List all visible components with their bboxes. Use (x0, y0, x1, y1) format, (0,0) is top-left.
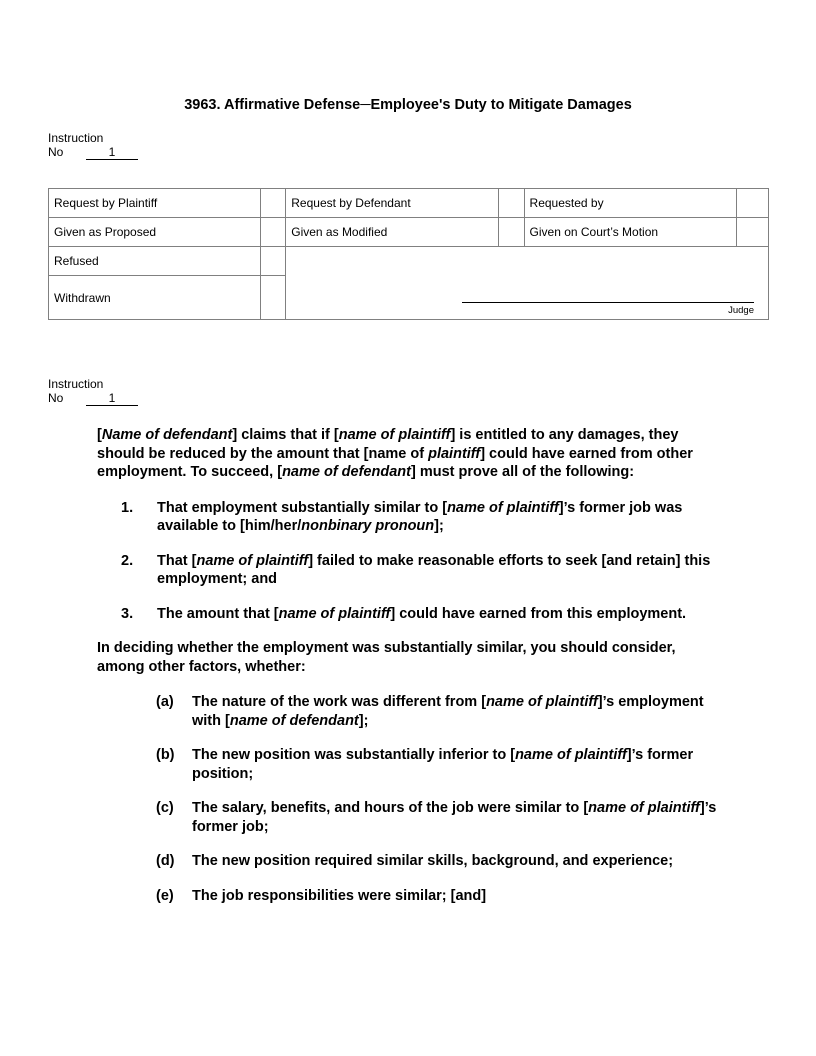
request-by-plaintiff-label: Request by Plaintiff (49, 189, 261, 218)
request-by-plaintiff-checkbox[interactable] (260, 189, 286, 218)
instruction-number: 1 (86, 146, 138, 160)
instruction-label: Instruction (48, 377, 104, 391)
list-item: (b) The new position was substantially inferior to [name of plaintiff]’s former position; (156, 747, 694, 782)
factors-list (156, 693, 717, 905)
request-by-defendant-checkbox[interactable] (498, 189, 524, 218)
requested-by-label: Requested by (524, 189, 737, 218)
judge-signature-line (462, 302, 754, 303)
withdrawn-checkbox[interactable] (260, 276, 286, 320)
list-item: (e) The job responsibilities were similar; [and] (156, 887, 487, 904)
requested-by-checkbox[interactable] (737, 189, 769, 218)
list-item: (d) The new position required similar skills, background, and experience; (156, 853, 674, 869)
given-as-modified-checkbox[interactable] (498, 218, 524, 247)
instruction-label: Instruction (48, 131, 104, 145)
no-label: No (48, 145, 64, 159)
list-item: (c) The salary, benefits, and hours of the job were similar to [name of plaintiff]’s former job; (156, 800, 717, 835)
given-on-courts-motion-label: Given on Court’s Motion (524, 218, 737, 247)
refused-checkbox[interactable] (260, 247, 286, 276)
instruction-number: 1 (86, 392, 138, 406)
instruction-body (97, 426, 717, 921)
list-item: 3. The amount that [name of plaintiff] could have earned from this employment. (121, 605, 687, 622)
instruction-block-bottom (48, 377, 138, 406)
given-as-proposed-checkbox[interactable] (260, 218, 286, 247)
page-title: 3963. Affirmative Defense─Employee's Duty to Mitigate Damages (184, 97, 632, 113)
list-item: (a) The nature of the work was different from [name of plaintiff]’s employment with [name of defendant]; (156, 694, 704, 729)
intro-paragraph: [Name of defendant] claims that if [name of plaintiff] is entitled to any damages, they should be reduced by the amount that [name of plaintiff] could have earned from other employment. To succeed, [name of defendant] must prove all of the following: (97, 427, 693, 480)
list-item: 2. That [name of plaintiff] failed to make reasonable efforts to seek [and retain] this employment; and (121, 552, 711, 587)
given-on-courts-motion-checkbox[interactable] (737, 218, 769, 247)
withdrawn-label: Withdrawn (49, 276, 261, 320)
instruction-block-top (48, 131, 138, 160)
given-as-modified-label: Given as Modified (286, 218, 499, 247)
request-table (48, 188, 769, 320)
list-item: 1. That employment substantially similar to [name of plaintiff]’s former job was available to [him/her/nonbinary pronoun]; (121, 499, 683, 534)
elements-list (121, 499, 717, 624)
no-label: No (48, 391, 64, 405)
request-by-defendant-label: Request by Defendant (286, 189, 499, 218)
judge-signature-area (286, 247, 769, 320)
factors-intro: In deciding whether the employment was substantially similar, you should consider, among other factors, whether: (97, 640, 676, 675)
given-as-proposed-label: Given as Proposed (49, 218, 261, 247)
refused-label: Refused (49, 247, 261, 276)
judge-label: Judge (728, 305, 754, 316)
